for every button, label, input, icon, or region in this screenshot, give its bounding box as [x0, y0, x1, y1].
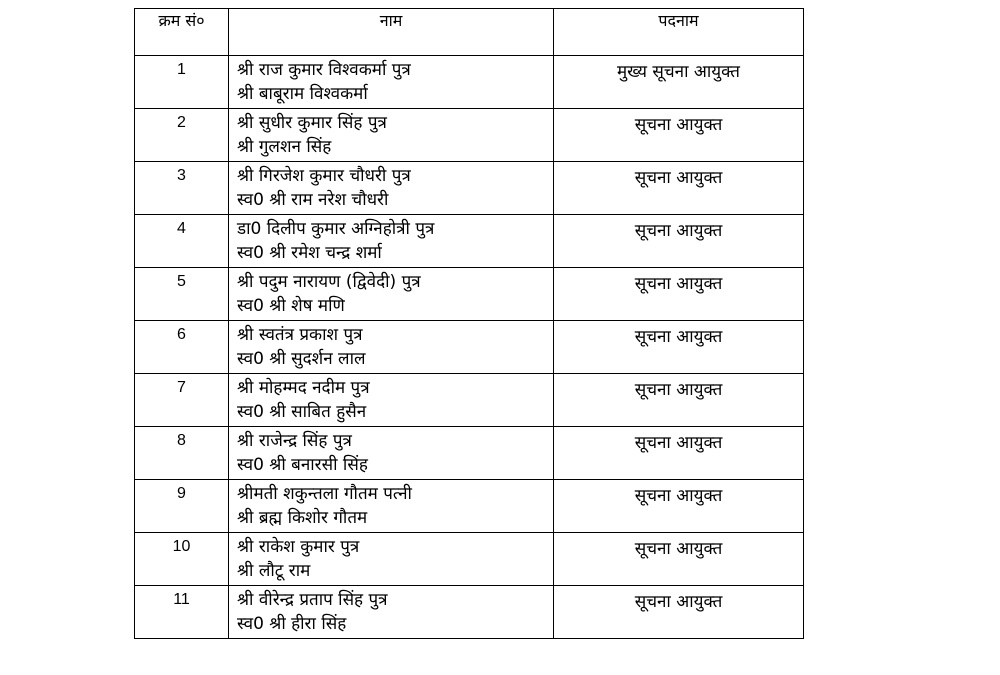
name-line: श्री पदुम नारायण (द्विवेदी) पुत्र: [237, 272, 421, 292]
designation-cell: सूचना आयुक्त: [554, 533, 804, 586]
name-line: डा0 दिलीप कुमार अग्निहोत्री पुत्र: [237, 219, 435, 239]
table-row: [135, 586, 804, 639]
serial-number-cell: 8: [135, 427, 229, 480]
name-line: श्री मोहम्मद नदीम पुत्र: [237, 378, 370, 398]
serial-number-cell: 1: [135, 56, 229, 109]
parent-name-line: स्व0 श्री हीरा सिंह: [237, 614, 347, 634]
table-row: [135, 533, 804, 586]
name-cell: [229, 215, 554, 268]
name-cell: [229, 533, 554, 586]
table-row: [135, 480, 804, 533]
parent-name-line: स्व0 श्री सुदर्शन लाल: [237, 349, 366, 369]
name-cell: [229, 109, 554, 162]
designation-cell: मुख्य सूचना आयुक्त: [554, 56, 804, 109]
designation-cell: सूचना आयुक्त: [554, 215, 804, 268]
name-cell: [229, 480, 554, 533]
name-line: श्री गिरजेश कुमार चौधरी पुत्र: [237, 166, 411, 186]
commissioners-table: [134, 8, 804, 639]
serial-number-cell: 2: [135, 109, 229, 162]
name-line: श्री सुधीर कुमार सिंह पुत्र: [237, 113, 387, 133]
table-row: [135, 268, 804, 321]
designation-cell: सूचना आयुक्त: [554, 162, 804, 215]
serial-number-cell: 5: [135, 268, 229, 321]
serial-number-cell: 11: [135, 586, 229, 639]
table-row: [135, 109, 804, 162]
name-cell: [229, 586, 554, 639]
parent-name-line: स्व0 श्री बनारसी सिंह: [237, 455, 368, 475]
designation-cell: सूचना आयुक्त: [554, 586, 804, 639]
name-line: श्री स्वतंत्र प्रकाश पुत्र: [237, 325, 363, 345]
serial-number-cell: 10: [135, 533, 229, 586]
designation-cell: सूचना आयुक्त: [554, 480, 804, 533]
designation-cell: सूचना आयुक्त: [554, 109, 804, 162]
table-row: [135, 215, 804, 268]
name-line: श्री राजेन्द्र सिंह पुत्र: [237, 431, 352, 451]
name-line: श्रीमती शकुन्तला गौतम पत्नी: [237, 484, 412, 504]
name-cell: [229, 56, 554, 109]
parent-name-line: स्व0 श्री राम नरेश चौधरी: [237, 190, 389, 210]
designation-cell: सूचना आयुक्त: [554, 321, 804, 374]
table-row: [135, 162, 804, 215]
parent-name-line: स्व0 श्री शेष मणि: [237, 296, 345, 316]
name-cell: [229, 321, 554, 374]
name-line: श्री राकेश कुमार पुत्र: [237, 537, 360, 557]
name-line: श्री राज कुमार विश्वकर्मा पुत्र: [237, 60, 411, 80]
name-cell: [229, 162, 554, 215]
parent-name-line: श्री बाबूराम विश्वकर्मा: [237, 84, 368, 104]
parent-name-line: श्री लौटू राम: [237, 561, 311, 581]
serial-number-cell: 3: [135, 162, 229, 215]
parent-name-line: श्री गुलशन सिंह: [237, 137, 332, 157]
table-row: [135, 427, 804, 480]
table-body: [135, 56, 804, 639]
name-cell: [229, 374, 554, 427]
serial-number-cell: 6: [135, 321, 229, 374]
name-cell: [229, 427, 554, 480]
header-row: [135, 9, 804, 56]
header-designation: पदनाम: [554, 9, 804, 56]
designation-cell: सूचना आयुक्त: [554, 427, 804, 480]
serial-number-cell: 9: [135, 480, 229, 533]
name-line: श्री वीरेन्द्र प्रताप सिंह पुत्र: [237, 590, 388, 610]
table-row: [135, 321, 804, 374]
table-row: [135, 374, 804, 427]
serial-number-cell: 4: [135, 215, 229, 268]
table-header: [135, 9, 804, 56]
header-name: नाम: [229, 9, 554, 56]
parent-name-line: स्व0 श्री रमेश चन्द्र शर्मा: [237, 243, 382, 263]
designation-cell: सूचना आयुक्त: [554, 268, 804, 321]
parent-name-line: स्व0 श्री साबित हुसैन: [237, 402, 367, 422]
serial-number-cell: 7: [135, 374, 229, 427]
name-cell: [229, 268, 554, 321]
designation-cell: सूचना आयुक्त: [554, 374, 804, 427]
table-row: [135, 56, 804, 109]
parent-name-line: श्री ब्रह्म किशोर गौतम: [237, 508, 368, 528]
header-serial-number: क्रम सं०: [135, 9, 229, 56]
